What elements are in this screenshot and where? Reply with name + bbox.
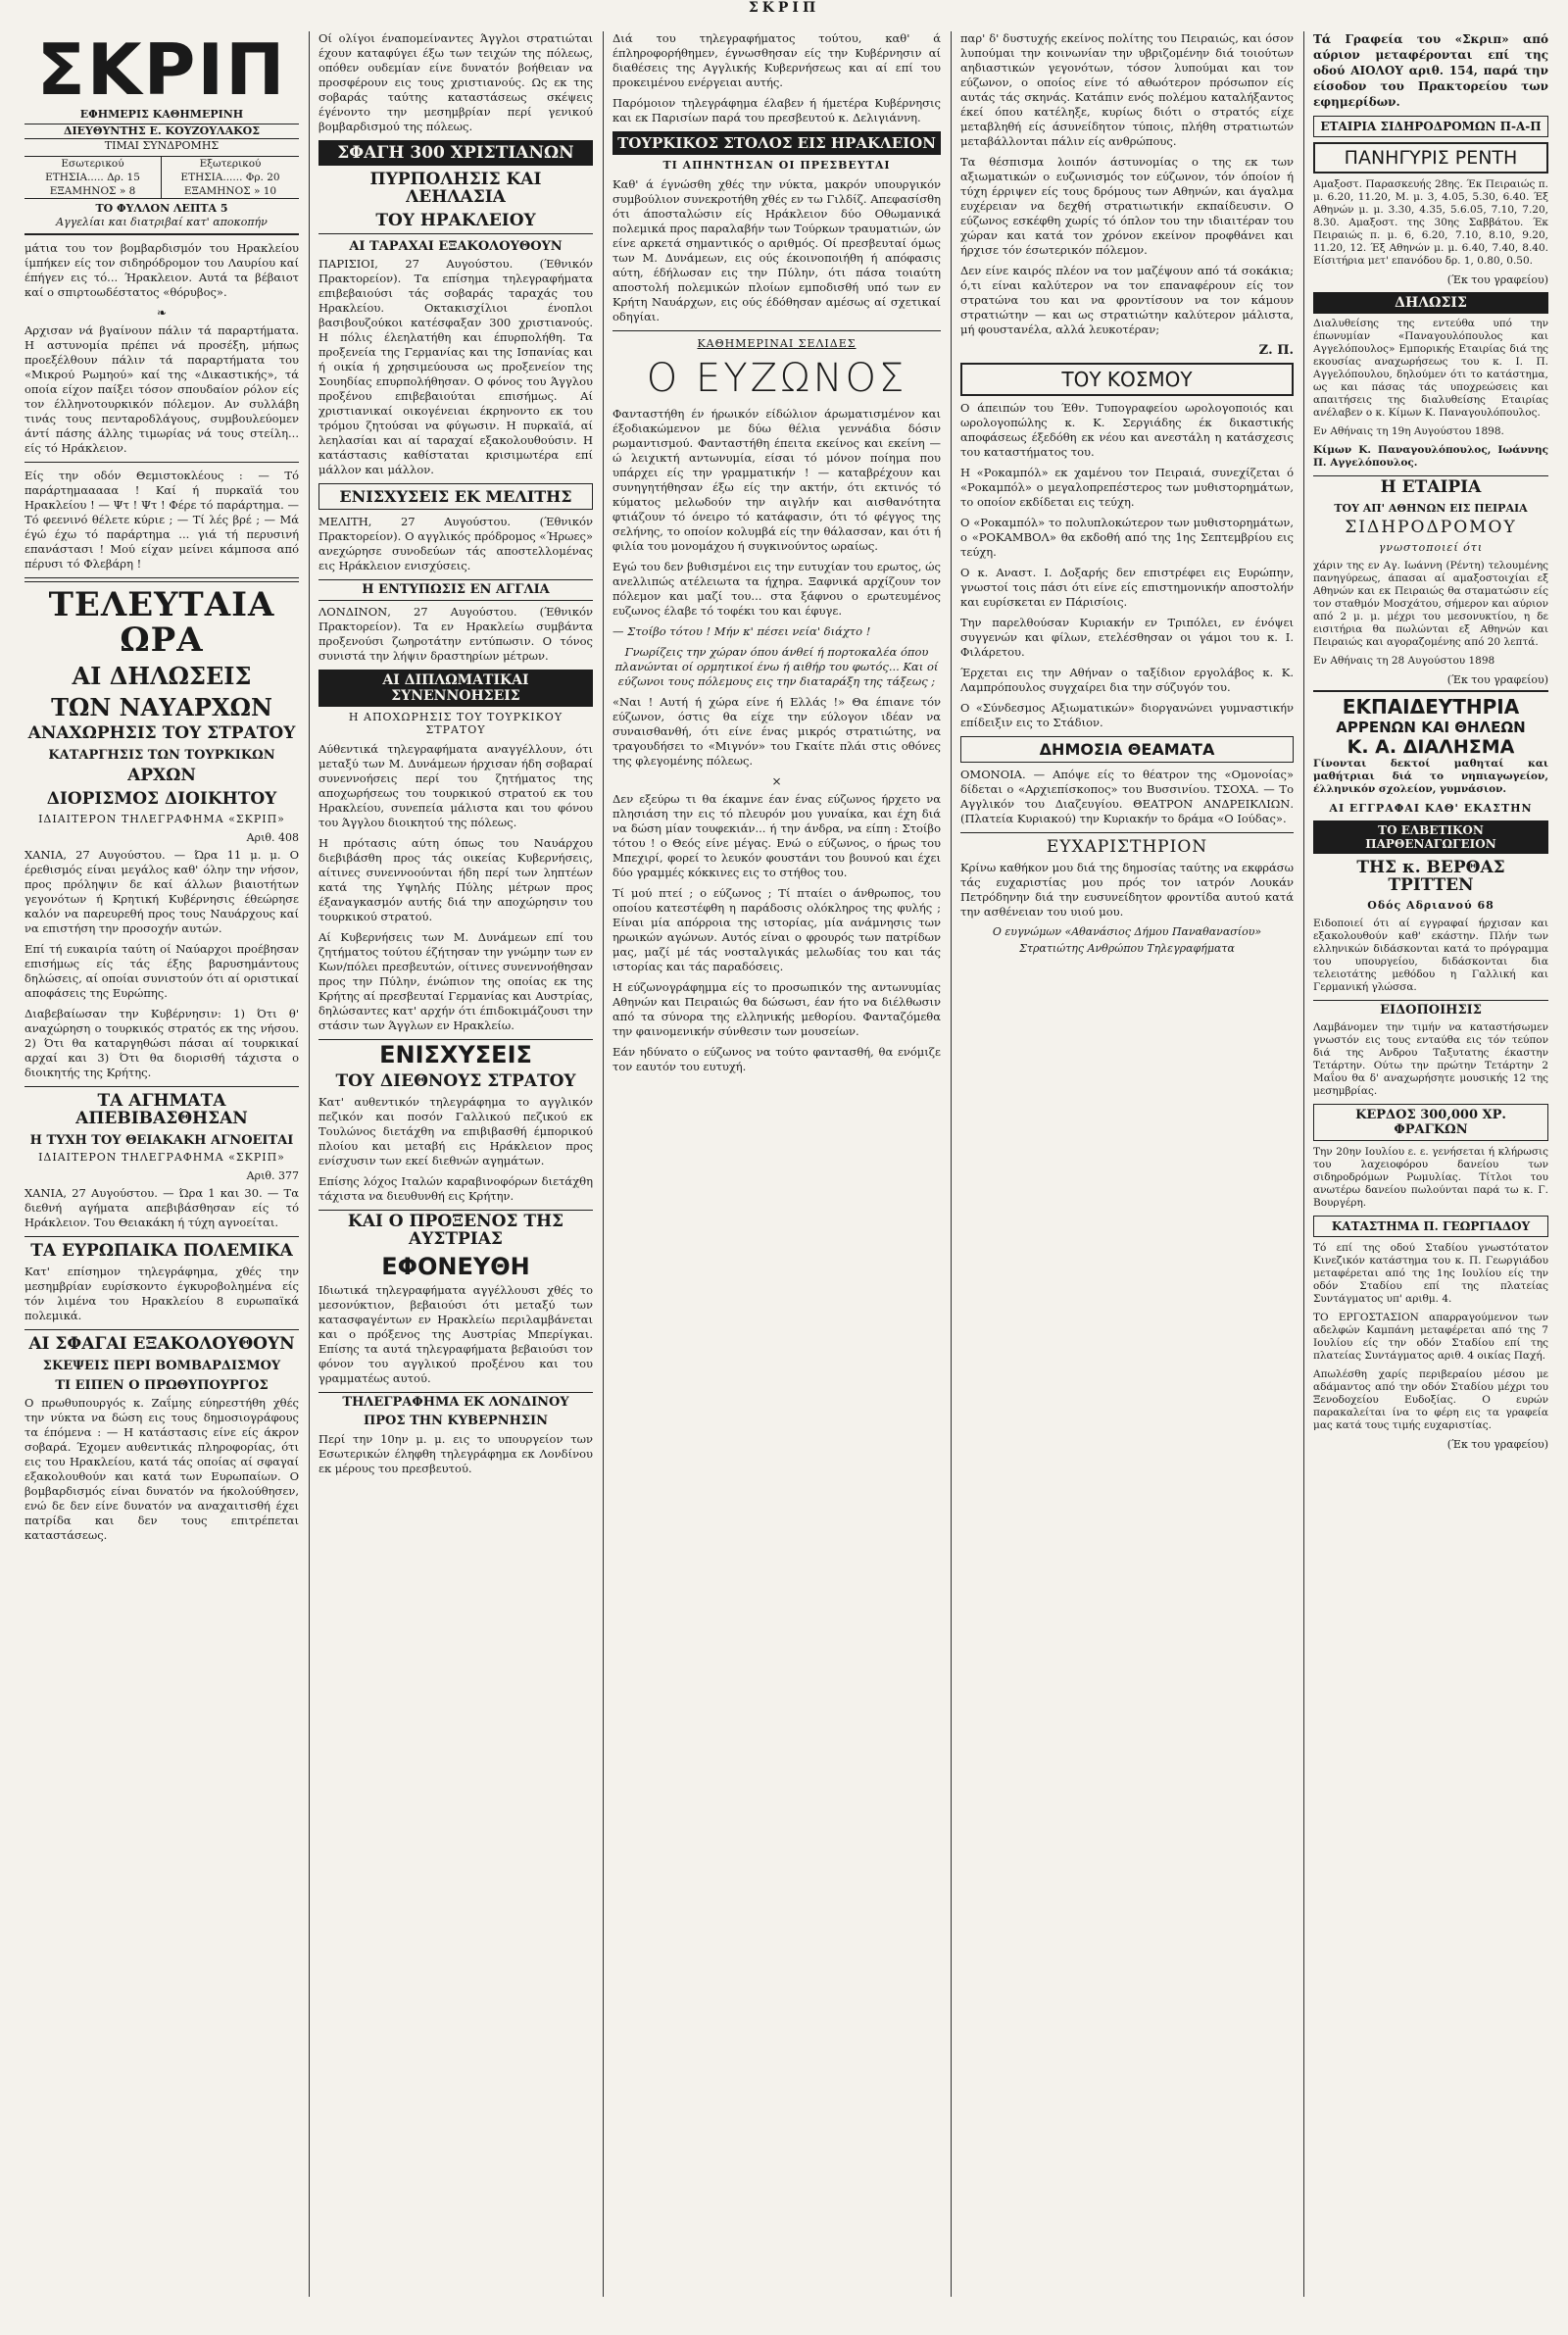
article-text: ΜΕΛΙΤΗ, 27 Αυγούστου. (Έθνικόν Πρακτορείον). Ο αγγλικός πρόδρομος «Ήρωες» ανεχώρησε συνοδεύων τάς αποστελλομένας εις Ηράκλειον ενισχύσεις. <box>318 515 593 573</box>
article-text: Δεν είνε καιρός πλέον να τον μαζέψουν από τά σοκάκια; ό,τι είναι καλύτερον να τον επαναφέρουν είς τον στρατώνα του και να φροντίσουν να τον κάμουν στρατιώτην — και ως στρατιώτην καλύτερον μάλιστα, μή φουστανέλα, αλλά λευκοτέραν; <box>960 264 1294 336</box>
headline-massacre: ΣΦΑΓΗ 300 ΧΡΙΣΤΙΑΝΩΝ <box>318 140 593 166</box>
article-text: Την παρελθούσαν Κυριακήν εν Τριπόλει, εν ένόψει συγγενών και φίλων, ετελέσθησαν οι γάμοι του κ. Ι. Φιλάρετου. <box>960 616 1294 659</box>
article-text: Ειδοποιεί ότι αί εγγραφαί ήρχισαν και εξακολουθούν καθ' εκάστην. Πλήν των ελληνικών διδάσκονται κατά το πρόγραμμα του υπουργείου, διδάσκονται δια τελειοτάτης μεθόδου η Γαλλική και Γερμανική γλώσσα. <box>1313 917 1548 993</box>
divider <box>960 832 1294 833</box>
article-text: Περί την 10ην μ. μ. εις το υπουργείον των Εσωτερικών έληφθη τηλεγράφημα εκ Λονδίνου εκ μέρους του πρεσβευτού. <box>318 1432 593 1475</box>
article-text: ΧΑΝΙΑ, 27 Αυγούστου. — Ώρα 1 και 30. — Τα διεθνή αγήματα απεβιβάσθησαν είς τό Ηράκλειον. Του Θειακάκη ή τύχη αγνοείται. <box>24 1186 299 1230</box>
office-notice: Τά Γραφεία του «Σκριπ» από αύριον μεταφέρονται επί της οδού ΑΙΟΛΟΥ αριθ. 154, παρά την είσοδον του Πρακτορείου των εφημερίδων. <box>1313 32 1548 109</box>
poem: Γνωρίζεις την χώραν όπου άνθεί ή πορτοκαλέα όπου πλανώνται οί ορμητικοί ένω ή αιθήρ του φωτός... Και οί εύζωνοι τους πόλεμους εις την διαταράξη της τάξεως ; <box>614 645 939 688</box>
article-text: Την 20ην Ιουλίου ε. ε. γενήσεται ή κλήρωσις του λαχειοφόρου δανείου των σιδηροδρόμων Ρωμυλίας. Τίτλοι του ανωτέρω δανείου πωλούνται παρά τω κ. Γ. Βουργέρη. <box>1313 1145 1548 1209</box>
column-2 <box>314 31 598 1482</box>
headline-company: Η ΕΤΑΙΡΙΑ <box>1313 475 1548 497</box>
article-text: Επίσης λόχος Ιταλών καραβινοφόρων διετάχθη τάχιστα να διευθυνθή εις Κρήτην. <box>318 1173 593 1203</box>
timetable: Αμαξοστ. Παρασκευής 28ης. Έκ Πειραιώς π. μ. 6.20, 11.20, Μ. μ. 3, 4.05, 5.30, 6.40. Έξ Αθηνών μ. μ. 3.30, 4.35, 5.6.05, 7.10, 7.20, 8.30. Αμαξοστ. της 30ης Σαββάτου. Έκ Πειραιώς π. μ. 6, 6.20, 7.10, 8.10, 9.20, 11.20, 12. Έξ Αθηνών μ. μ. 6.40, 7.40, 8.40. Είσιτήρια μετ' επανόδου δρ. 1, 0.80, 0.50. <box>1313 178 1548 267</box>
company-date: Εν Αθήναις τη 28 Αυγούστου 1898 <box>1313 655 1495 668</box>
article-text: Η εύζωνογράφημμα είς το προσωπικόν της αντωνυμίας Αθηνών και Πειραιώς θα δώσωσι, έαν ήτο να διέλθωσιν από τα σύνορα της ελληνικής μεθορίου. Φανταζόμεθα την φαινομενικήν σύνθεσιν των μουσείων. <box>612 980 941 1038</box>
domestic-label: Εσωτερικού <box>24 157 162 171</box>
headline-fair: ΠΑΝΗΓΥΡΙΣ ΡΕΝΤΗ <box>1313 142 1548 174</box>
telegram-label: ΙΔΙΑΙΤΕΡΟΝ ΤΗΛΕΓΡΑΦΗΜΑ «ΣΚΡΙΠ» <box>38 1151 285 1165</box>
headline: Κ. Α. ΔΙΑΛΗΣΜΑ <box>1347 736 1515 759</box>
article-text: Διά του τηλεγραφήματος τούτου, καθ' ά έπληροφορήθημεν, έγνωσθησαν είς την Κυβέρνησιν αί διαθέσεις της Αγγλικής Κυβερνήσεως και αί επί του προκειμένου ενέργειαι αυτής. <box>612 31 941 89</box>
headline-theatre: ΔΗΜΟΣΙΑ ΘΕΑΜΑΤΑ <box>960 736 1294 763</box>
article-text: ΠΑΡΙΣΙΟΙ, 27 Αυγούστου. (Έθνικόν Πρακτορείον). Τα επίσημα τηλεγραφήματα επιβεβαιούσι τάς σοβαράς ταραχάς του Ηρακλείου. Οκτακισχίλιοι ένοπλοι βασιβουζούκοι κατέσφαξαν 300 χριστιανούς. Η πόλις έλεηλατήθη και έπυρπολήθη. Τα προξενεία της Γερμανίας και της Ισπανίας και ή οικία ή χρησιμεύουσα ως προξενείον της Σουηδίας επυρπολήθησαν. Ο φόνος του Άγγλου προξένου επιβεβαιούται επισήμως. Αί χριστιανικαί οικογένειαι έκρηνοντο εκ του τρόμου ζητούσαι να φύγωσιν. Η πυρκαϊά, αί λεηλασίαι και αί ταραχαί εξακολουθούσιν. Η κατάστασις καθίσταται κρισιμωτέρα επί μάλλον και μάλλον. <box>318 257 593 477</box>
article-text: Διαλυθείσης της εντεύθα υπό την έπωνυμίαν «Παναγουλόπουλος και Αγγελόπουλος» Εμπορικής Εταιρίας διά της εκουσίας αναχωρήσεως του κ. Ι. Π. Αγγελόπουλου, δηλούμεν ότι το κατάστημα, ως και πάσας τάς υποχρεώσεις και απαιτήσεις της διαλυθείσης Εταιρίας ανέλαβεν ο κ. Κίμων Κ. Παναγουλόπουλος. <box>1313 318 1548 419</box>
headline-thanks: ΕΥΧΑΡΙΣΤΗΡΙΟΝ <box>1046 837 1208 857</box>
article-text: Ο άπειπών του Έθν. Τυπογραφείου ωρολογοποιός και ωρολογοπώλης κ. Κ. Σεργιάδης έκ δικαστικής αποφάσεως έξεδόθη εκ νέου και ανεστάλη η κατάσχεσις του καταστήματος του. <box>960 401 1294 459</box>
divider <box>24 1329 299 1330</box>
headline-boarding-school: ΤΟ ΕΛΒΕΤΙΚΟΝ ΠΑΡΘΕΝΑΓΩΓΕΙΟΝ <box>1313 820 1548 854</box>
article-text: χάριν της εν Αγ. Ιωάννη (Ρέντη) τελουμένης πανηγύρεως, άπασαι αί αμαξοστοιχίαι εξ Αθηνών και εκ Πειραιώς θα σταματώσιν είς τον σταθμόν Μοσχάτου, σήμερον και αύριον από 2 μ. μ. μέχρι του μεσονυκτίου, η δε εισιτήρια θα πωλώνται εξ Αθηνών και Πειραιώς και αγοραζομένης από 20 λεπτά. <box>1313 560 1548 649</box>
article-text: ΟΜΟΝΟΙΑ. — Απόψε είς το θέατρον της «Ομονοίας» δίδεται ο «Αρχιεπίσκοπος» του Βυσσινίου. ΤΣΟΧΑ. — Το Αγγλικόν του Διαζευγίου. ΘΕΑΤΡΟΝ ΑΝΔΡΕΙΚΛΙΩΝ. (Πλατεία Κυριακού) την Κυριακήν το δράμα «Ο Ιούδας». <box>960 768 1294 825</box>
article-text: Είς την οδόν Θεμιστοκλέους : — Τό παράρτημααααα ! Καί ή πυρκαϊά του Ηρακλείου ! — Ψτ ! Ψτ ! Φέρε τό παράρτημα. — Τό φεενινό θέλετε κύριε ; — Τί λές βρέ ; — Μά έγώ έχω τό παράρτημα ... γιά τή περυσινή επανάστασι ! Μού είχαν μείνει κάμποσα από πέρυσι τό Φλεβάρη ! <box>24 469 299 571</box>
divider <box>24 1086 299 1087</box>
telegram-number: Αριθ. 377 <box>246 1169 299 1183</box>
headline-profit: ΚΕΡΔΟΣ 300,000 ΧΡ. ΦΡΑΓΚΩΝ <box>1313 1104 1548 1141</box>
headline: ΣΙΔΗΡΟΔΡΟΜΟΥ <box>1345 518 1517 538</box>
headline: ΤΟΥ ΗΡΑΚΛΕΙΟΥ <box>318 213 593 234</box>
headline-shop: ΚΑΤΑΣΤΗΜΑ Π. ΓΕΩΡΓΙΑΔΟΥ <box>1313 1216 1548 1237</box>
article-text: παρ' δ' δυστυχής εκείνος πολίτης του Πειραιώς, και όσον λυπούμαι την κοινωνίαν την υβριζομένην διά τοιούτων αηδιαστικών γεγονότων, τόσον λυπούμαι και τον εύζωνον, ο οποίος είνε τό αθωότερον πρόσωπον είς αυτάς τάς σκηνάς. Κατάπιν ενός πολέμου καταλήξαντος έκεί όπου κατέληξε, κυρίως διότι ο στρατός είχε μεταβληθή είς άσυνείδητον τύποις, πλήθη στρατιωτών μεταβάλλονται πάλιν είς ανθρώπους. <box>960 31 1294 148</box>
article-text: Ιδιωτικά τηλεγραφήματα αγγέλλουσι χθές το μεσονύκτιον, βεβαιούσι ότι μεταξύ των κατασφαγέντων εν Ηρακλείω περιλαμβάνεται και ο πρόξενος της Αυστρίας Μπερίγκαι. Επίσης τα αυτά τηλεγραφήματα βεβαιούσι τον φόνον του αγγλικού προξένου και του γραμματέως αυτού. <box>318 1282 593 1385</box>
feuilleton-label: ΚΑΘΗΜΕΡΙΝΑΙ ΣΕΛΙΔΕΣ <box>697 337 857 350</box>
divider <box>612 330 941 331</box>
headline-evzone: Ο ΕΥΖΩΝΟΣ <box>646 356 907 401</box>
article-text: Αί Κυβερνήσεις των Μ. Δυνάμεων επί του ζητήματος τούτου έζήτησαν την γνώμην των εν Κων/πόλει πρεσβευτών, οίτινες συνεννοήθησαν προς την Πύλην, ένώπιον της οποίας εκ της Κρήτης αί πρεσβευταί Γερμανίας και Αυστρίας, δηλώσαντες κατ' αρχήν ότι έπιδοκιμάζουσι την στάσιν των Άγγλων εν Ηρακλείω. <box>318 929 593 1032</box>
headline: ΕΙΔΟΠΟΙΗΣΙΣ <box>1313 1000 1548 1018</box>
headline: ΤΙ ΕΙΠΕΝ Ο ΠΡΩΘΥΠΟΥΡΓΟΣ <box>55 1377 269 1393</box>
running-head: ΣΚΡΙΠ <box>748 0 820 16</box>
column-rule <box>951 31 952 2297</box>
headline: ΑΙ ΤΑΡΑΧΑΙ ΕΞΑΚΟΛΟΥΘΟΥΝ <box>349 238 563 254</box>
headline: ΚΑΤΑΡΓΗΣΙΣ ΤΩΝ ΤΟΥΡΚΙΚΩΝ <box>48 747 275 763</box>
article-text: Παρόμοιον τηλεγράφημα έλαβεν ή ήμετέρα Κυβέρνησις και εκ Παρισίων παρά του πρεσβευτού κ. Δελιγιάννη. <box>612 96 941 124</box>
column-rule <box>309 31 310 2297</box>
office-note: (Έκ του γραφείου) <box>1446 673 1548 687</box>
column-5 <box>1308 31 1553 1455</box>
headline: ΕΝΙΣΧΥΣΕΙΣ ΕΚ ΜΕΛΙΤΗΣ <box>318 483 593 510</box>
article-text: ΧΑΝΙΑ, 27 Αυγούστου. — Ώρα 11 μ. μ. Ο έρεθισμός είναι μεγάλος καθ' όλην την νήσον, προς πρόληψιν δε καί άλλων βιαιοτήτων γεγονότων ή Κρητική Κυβέρνησις έθεώρησε καλόν να παρευρεθή προς τους Ναυάρχους καί να επιστήση την προσοχήν αυτών. <box>24 847 299 935</box>
headline: ΑΙ ΣΦΑΓΑΙ ΕΞΑΚΟΛΟΥΘΟΥΝ <box>28 1334 295 1355</box>
article-text: «Ναι ! Αυτή ή χώρα είνε ή Ελλάς !» Θα έπιανε τόν εύζωνον, όστις θα είχε την εύλογον ιδέαν να συναισθανθή, ότι είνε ένας μικρός στρατιώτης, να τραγουδήσει το «Μιγνόν» του Γκαίτε πλάι στις οθόνες της φλεγομένης πόλεως. <box>612 695 941 768</box>
office-note: (Έκ του γραφείου) <box>1446 1437 1548 1451</box>
headline: ΤΑ ΕΥΡΩΠΑΙΚΑ ΠΟΛΕΜΙΚΑ <box>30 1241 293 1262</box>
headline: ΑΡΡΕΝΩΝ ΚΑΙ ΘΗΛΕΩΝ <box>1336 719 1526 737</box>
prices-heading: ΤΙΜΑΙ ΣΥΝΔΡΟΜΗΣ <box>104 139 220 152</box>
article-text: Η «Ροκαμπόλ» εκ χαμένου τον Πειραιά, συνεχίζεται ό «Ροκαμπόλ» ο μεγαλοπρεπέστερος των μυθιστορημάτων, το οποίον εκδίδεται εις τεύχη. <box>960 466 1294 509</box>
footer-note: Στρατιώτης Ανθρώπου Τηλεγραφήματα <box>1019 941 1235 955</box>
headline: ΤΑ ΑΓΗΜΑΤΑ ΑΠΕΒΙΒΑΣΘΗΣΑΝ <box>75 1090 248 1128</box>
article-text: Φανταστήθη έν ήρωικόν είδώλιον άρωματισμένον και έξοδιακώμενον με δύω θέλια γεννάδια δόσιν ρωμαντισμού. Φανταστήθη έπειτα εκείνος και εκείνη — ώ λειχικτή αντωνυμία, είσαι τό μόνον ποίημα που υπάρχει είς την γραμματικήν ! — καταβρέχουν και συνηγητήθησαν έξω είς την ακτήν, ότι εκτινός τό κύματος μελωδούν την αιγλήν και αισθανότητα φτιάζουν τό όνειρο τό κατάφασιν, ότι τό φέγγος της σελήνης, το οποίον κολυμβά είς την θάλασσαν, και ότι ή φιλία του μονομάχου ή συγκινούντος ωραίως. <box>612 407 941 553</box>
ornament-divider: ❧ <box>156 306 168 320</box>
article-text: Τί μού πτεί ; ο εύζωνος ; Τί πταίει ο άνθρωπος, του οποίου κατεστέφθη η παράδοσις ολόκληρος της φυλής ; Είναι μία απόρροια της ιστορίας, μία ανάμνησις των ηρωικών αγώνων. Αυτός είναι ο φρουρός των πατρίδων μας, μαζί μέ τάς νοσταλγικάς μελωδίας του και τάς ιστορίας και τάς παραδόσεις. <box>612 886 941 973</box>
foreign-label: Εξωτερικού <box>199 158 262 170</box>
signature: Ο ευγνώμων «Αθανάσιος Δήμου Παναθανασίου» <box>992 924 1262 938</box>
office-note: (Έκ του γραφείου) <box>1446 273 1548 286</box>
subscription-prices <box>24 156 299 199</box>
address: Οδός Αδριανού 68 <box>1367 898 1494 912</box>
article-text: Η πρότασις αύτη όπως του Ναυάρχου διεβιβάσθη προς τάς οικείας Κυβερνήσεις, αίτινες συνεννοούνται ήδη περί των ληπτέων κατά της Υψηλής Πύλης μέτρων προς έξαναγκασμόν αυτής διά την αποχώρησιν του τουρκικού στρατού. <box>318 835 593 923</box>
issue-price: ΤΟ ΦΥΛΛΟΝ ΛΕΠΤΑ 5 <box>95 202 228 215</box>
article-text: Τό επί της οδού Σταδίου γνωστότατον Κινεζικόν κατάστημα του κ. Π. Γεωργιάδου μεταφέρεται από της 1ης Ιουλίου είς την οδόν Σταδίου επί της πλατείας Συντάγματος υπ' αριθμ. 4. <box>1313 1241 1548 1305</box>
column-1 <box>20 31 304 1549</box>
masthead <box>24 31 299 235</box>
article-text: Κρίνω καθήκον μου διά της δημοσίας ταύτης να εκφράσω τάς ευχαριστίας μου πρός τον ιατρόν Λουκάν Πετρόδηνην διά την ευσυνείδητον φροντίδα αυτού κατά την ασθένειαν του υιού μου. <box>960 860 1294 919</box>
column-rule <box>1303 31 1304 2297</box>
headline: Η ΤΥΧΗ ΤΟΥ ΘΕΙΑΚΑΚΗ ΑΓΝΟΕΙΤΑΙ <box>29 1132 294 1148</box>
divider <box>24 577 299 582</box>
headline: ΤΟΥ ΔΙΕΘΝΟΥΣ ΣΤΡΑΤΟΥ <box>335 1071 576 1091</box>
article-text: Ο κ. Αναστ. Ι. Δοξαρής δεν επιστρέφει εις Ευρώπην, γνωστοί τοις πάσι ότι είνε είς επιστημονικήν αποστολήν και ευρίσκεται εν Πάρισίοις. <box>960 566 1294 609</box>
article-text: Ο «Ροκαμπόλ» το πολυπλοκώτερον των μυθιστορημάτων, ο «ΡΟΚΑΜΒΟΛ» θα εκδοθή από της 1ης Σεπτεμβρίου εις τεύχη. <box>960 516 1294 559</box>
article-text: Λαμβάνομεν την τιμήν να καταστήσωμεν γνωστόν εις τους ενταύθα εις τόν τεύπον διά της Ανδρου Ταξυτατης έκαστην Τετάρτην. Ούτω την πρώτην Τετάρτην 2 Μαΐου θα δ' αναχωρήσητε μουσικής 12 της μεσημβρίας. <box>1313 1020 1548 1097</box>
column-rule <box>603 31 604 2297</box>
masthead-subtitle: ΕΦΗΜΕΡΙΣ ΚΑΘΗΜΕΡΙΝΗ <box>79 108 244 121</box>
article-text: Εγώ του δεν βυθισμένοι εις την ευτυχίαν του ερωτος, ώς ανελλιπώς ατέλειωτα τα ήχηρα. Ξαφνικά αρχίζουν τον πόλεμον και μαζί του... στα ξάφνου ο ερωτευμένος ευζωνος έλαβε τό τοφέκι του και έφυγε. <box>612 560 941 618</box>
article-text: Επί τή ευκαιρία ταύτη οί Ναύαρχοι προέβησαν επισήμως είς τάς έξης βαρυσημάντους δηλώσεις, αί οποίαι συνιστούν ότι αί οριστικαί αποφάσεις της Ευρώπης. <box>24 941 299 1000</box>
headline-sub: ΑΙ ΕΓΓΡΑΦΑΙ ΚΑΘ' ΕΚΑΣΤΗΝ <box>1329 802 1533 816</box>
article-text: μάτια του τον βομβαρδισμόν του Ηρακλείου ίμπήκεν είς τον σιδηρόδρομον του Λαυρίου καί έπήγεν εις τό... Ήρακλειον. Αυτά τα βέβαιοτ καί ο σπιρτοωδέστατος «θόρυβος». <box>24 241 299 299</box>
headline: ΑΝΑΧΩΡΗΣΙΣ ΤΟΥ ΣΤΡΑΤΟΥ <box>27 722 296 743</box>
article-text: Δεν εξεύρω τι θα έκαμνε έαν ένας εύζωνος ήρχετο να πλησιάση την εις τό πλευρόν μου γυναίκα, και έχη διά να δώση μίαν τουφεκιάν... ή την άνδρα, να είπη : Στοίβο τότου ! ο Θεός είνε μέγας. Ενώ ο εύζωνος, ο ήρως του Μπεχιρί, φορεί το λευκόν φουστάνι του βουνού και έχει δύο γραμμές κόκκινες εις το στήθος του. <box>612 792 941 879</box>
article-quote: — Στοίβο τότου ! Μήν κ' πέσει νεία' διάχτο ! <box>612 624 871 638</box>
headline: ΠΡΟΣ ΤΗΝ ΚΥΒΕΡΝΗΣΙΝ <box>363 1414 549 1429</box>
headline: ΤΗΣ κ. ΒΕΡΘΑΣ ΤΡΙΤΤΕΝ <box>1356 858 1505 896</box>
telegram-label: ΙΔΙΑΙΤΕΡΟΝ ΤΗΛΕΓΡΑΦΗΜΑ «ΣΚΡΙΠ» <box>38 812 285 825</box>
headline-last-hour: ΤΕΛΕΥΤΑΙΑ ΩΡΑ <box>48 585 275 660</box>
headline: ΑΡΧΩΝ <box>127 766 196 786</box>
headline-notice: ΔΗΛΩΣΙΣ <box>1313 292 1548 314</box>
headline: ΔΙΟΡΙΣΜΟΣ ΔΙΟΙΚΗΤΟΥ <box>46 789 277 810</box>
headline: Η ΕΝΤΥΠΩΣΙΣ ΕΝ ΑΓΓΛΙΑ <box>318 579 593 601</box>
headline: ΑΙ ΔΗΛΩΣΕΙΣ <box>72 662 252 691</box>
article-text: Κατ' αυθεντικόν τηλεγράφημα το αγγλικόν πεζικόν και ποσόν Γαλλικού πεζικού εκ Τουλώνος διετάχθη να επιβιβασθή έμπορικού πλοίου και μεταβή εις Ηράκλειον προς ενίσχυσιν των εκεί διεθνών αγημάτων. <box>318 1094 593 1168</box>
article-text: Ο «Σύνδεσμος Αξιωματικών» διοργανώνει γυμναστικήν επίδειξιν εις το Στάδιον. <box>960 701 1294 729</box>
headline: ΕΝΙΣΧΥΣΕΙΣ <box>318 1039 593 1068</box>
headline: ΚΑΙ Ο ΠΡΟΞΕΝΟΣ ΤΗΣ ΑΥΣΤΡΙΑΣ <box>318 1210 593 1249</box>
headline-turkish-fleet: ΤΟΥΡΚΙΚΟΣ ΣΤΟΛΟΣ ΕΙΣ ΗΡΑΚΛΕΙΟΝ <box>612 131 941 155</box>
article-text: ΛΟΝΔΙΝΟΝ, 27 Αυγούστου. (Έθνικόν Πρακτορείον). Τα εν Ηρακλείω συμβάντα προξενούσι ζωηροτάτην εντύπωσιν. Ο τόνος συνιστά την λήψιν δραστηρίων μέτρων. <box>318 604 593 663</box>
headline: ΠΥΡΠΟΛΗΣΙΣ ΚΑΙ ΛΕΗΛΑΣΙΑ <box>369 170 542 207</box>
article-text: Έρχεται εις την Αθήναν ο ταξίδιον εργολάβος κ. Κ. Λαμπρόπουλος συγχαίρει δια την σύζυγόν του. <box>960 666 1294 694</box>
headline: ΤΩΝ ΝΑΥΑΡΧΩΝ <box>51 692 272 721</box>
foreign-row: ΕΤΗΣΙΑ...... Φρ. 20 <box>180 172 280 183</box>
headline-railway: ΕΤΑΙΡΙΑ ΣΙΔΗΡΟΔΡΟΜΩΝ Π-Α-Π <box>1313 116 1548 137</box>
article-text: Καθ' ά έγνώσθη χθές την νύκτα, μακρόν υπουργικόν συμβούλιον συνεκροτήθη χθές εν τω Γιλδίζ. Απεφασίσθη ότι άποσταλώσιν είς Ηράκλειον δύο Οθωμανικά πολεμικά προς παραλαβήν των Τούρκων τραυματιών, ών είνε αρκετά σημαντικός ο αριθμός. Οί πρεσβευταί όμως των Μ. Δυνάμεων, εις ούς έκοινοποιήθη ή απόφασις αύτη, έδήλωσαν εις την Πύλην, ότι πάσα τοιαύτη αποστολή πολεμικών πλοίων εμποδισθή υπό των εν Κρήτη Ναυάρχων, εις ούς έδόθησαν αμέσως αί σχετικαί οδηγίαι. <box>612 177 941 323</box>
divider <box>24 462 299 463</box>
domestic-row: ΕΞΑΜΗΝΟΣ » 8 <box>24 184 162 198</box>
section-separator: × <box>771 774 782 788</box>
headline: ΣΚΕΨΕΙΣ ΠΕΡΙ ΒΟΜΒΑΡΔΙΣΜΟΥ <box>42 1358 281 1373</box>
article-text: Απωλέσθη χαρίς περιβεραίου μέσου με αδάμαντος από την οδόν Σταδίου μέχρι του Ξενοδοχείου Ευδοξίας. Ο ευρών παρακαλείται ίνα το φέρη εις τα γραφεία μας κατά τους τιμής ευχαριστίας. <box>1313 1367 1548 1431</box>
article-text: Κατ' επίσημον τηλεγράφημα, χθές την μεσημβρίαν ευρίσκοντο έγκυροβολημένα είς τόν λιμένα του Ηρακλείου 8 ευρωπαϊκά πολεμικά. <box>24 1265 299 1323</box>
notice-signature: Κίμων Κ. Παναγουλόπουλος, Ιωάννης Π. Αγγελόπουλος. <box>1313 444 1548 469</box>
article-text: ΤΟ ΕΡΓΟΣΤΑΣΙΟΝ απαρραγούμενον των αδελφών Καμπάνη μεταφέρεται από της 7 Ιουλίου είς την οδόν Σταδίου επί της πλατείας Συντάγματος αριθ. 4 οικίας Παχή. <box>1313 1311 1548 1362</box>
headline-sub: ΤΙ ΑΠΗΝΤΗΣΑΝ ΟΙ ΠΡΕΣΒΕΥΤΑΙ <box>662 159 891 172</box>
foreign-row: ΕΞΑΜΗΝΟΣ » 10 <box>183 185 277 197</box>
divider <box>24 1236 299 1237</box>
masthead-title: ΣΚΡΙΠ <box>36 31 287 111</box>
headline: ΑΙ ΔΙΠΛΩΜΑΤΙΚΑΙ ΣΥΝΕΝΝΟΗΣΕΙΣ <box>318 670 593 707</box>
headline: ΤΗΛΕΓΡΑΦΗΜΑ ΕΚ ΛΟΝΔΙΝΟΥ <box>318 1392 593 1410</box>
article-text: Γίνονται δεκτοί μαθηταί και μαθήτριαι διά το νηπιαγωγείον, έλληνικόν σχολείον, γυμνάσιον. <box>1313 758 1548 796</box>
article-text: Οί ολίγοι έναπομείναντες Άγγλοι στρατιώται έχουν καταφύγει έξω των τειχών της πόλεως, οπόθεν ουδεμίαν είνε δυνατόν βοήθειαν να προσφέρουν εις τους χριστιανούς. Ως εκ της σοβαράς ταύτης καταστάσεως σκέψεις έγένοντο την μεσημβρίαν περί γενικού βομβαρδισμού της πόλεως. <box>318 31 593 133</box>
masthead-director: ΔΙΕΥΘΥΝΤΗΣ Ε. ΚΟΥΖΟΥΛΑΚΟΣ <box>24 124 299 139</box>
article-text: Αύθεντικά τηλεγραφήματα αναγγέλλουν, ότι μεταξύ των Μ. Δυνάμεων ήρχισαν ήδη σοβαραί συνεννοήσεις περί του ζητήματος της αποχωρήσεως του τουρκικού στρατού εκ του Ηρακλείου, συνεπεία μάλιστα και του φόνου του Άγγλου διοικητού της πόλεως. <box>318 741 593 829</box>
notice-date: Εν Αθήναις τη 19η Αυγούστου 1898. <box>1313 425 1504 437</box>
telegram-number: Αριθ. 408 <box>246 830 299 844</box>
issue-note: Αγγελίαι και διατριβαί κατ' αποκοπήν <box>56 216 268 228</box>
headline-sub: γνωστοποιεί ότι <box>1378 541 1484 555</box>
article-text: Αρχισαν νά βγαίνουν πάλιν τά παραρτήματα. Η αστυνομία πρέπει νά προσέξη, μήπως προεξέλθουν πάλιν τά παραρτήματα του «Μικρού Ρωμηού» καί της «Δικαστικής», τά οποία είχον παίξει τόσον σπουδαίον ρόλον είς τον έλληνοτουρκικόν πόλεμον. Αν συλλάβη τινάς τους πενταροδλάγους, συμβουλεύομεν άντί πάσης άλλης τιμωρίας νά τους στείλη... είς τό Ηράκλειον. <box>24 323 299 455</box>
headline: ΕΦΟΝΕΥΘΗ <box>381 1252 530 1280</box>
article-text: Ο πρωθυπουργός κ. Ζαΐμης εύηρεστήθη χθές την νύκτα να δώση εις τους δημοσιογράφους τα έπόμενα : — Η κατάστασις είνε είς άκρον σοβαρά. Έχομεν αυθεντικάς πληροφορίας, ότι εις του Ηρακλείου, κατά τάς οποίας αί σφαγαί εξακολουθούν και κατά των Ευρωπαίων. Ο βομβαρδισμός είναι δυνατόν να ήκολούθησεν, ενώ δε δεν είνε δυνατόν να αναχαιτισθή έχει πατρίδα και δεν τους επιτρέπεται καταστάσεως. <box>24 1396 299 1543</box>
domestic-row: ΕΤΗΣΙΑ..... Δρ. 15 <box>24 171 162 184</box>
headline-sub: Η ΑΠΟΧΩΡΗΣΙΣ ΤΟΥ ΤΟΥΡΚΙΚΟΥ ΣΤΡΑΤΟΥ <box>348 710 564 736</box>
article-text: Διαβεβαίωσαν την Κυβέρνησιν: 1) Ότι θ' αναχώρηση ο τουρκικός στρατός εκ της νήσου. 2) Ότι θα καταργηθώσι πάσαι αί τουρκικαί αρχαί και 3) Ότι θα διορισθή τάχιστα ο διοικητής της Κρήτης. <box>24 1006 299 1079</box>
article-text: Τα θέσπισμα λοιπόν άστυνομίας ο της εκ των αξιωματικών ο ευζωνισμός τον εύζωνον, τόν όποίον ή τύχη έρριψεν είς τους δρόμους των Αθηνών, και άγαλμα ευχέρειαν να δεχθή στρατιωτικήν εκπαίδευσιν. Ο εύζωνος εσκέφθη χωρίς τό όπλον του την ιδιαιτέραν του χώραν και κατά τον χρόνον εκείνον προφθάνει και ήρχισε τόν έσωτερικόν πόλεμον. <box>960 155 1294 257</box>
headline-schools: ΕΚΠΑΙΔΕΥΤΗΡΙΑ <box>1313 690 1548 719</box>
article-text: Εάν ηδύνατο ο εύζωνος να τούτο φαντασθή, θα ενόμιζε τον εαυτόν του ευτυχή. <box>612 1045 941 1073</box>
signature: Ζ. Π. <box>1258 343 1294 358</box>
column-4 <box>956 31 1298 955</box>
headline: ΤΟΥ ΑΠ' ΑΘΗΝΩΝ ΕΙΣ ΠΕΙΡΑΙΑ <box>1334 501 1528 515</box>
column-3 <box>608 31 946 1080</box>
headline-world: ΤΟΥ ΚΟΣΜΟΥ <box>960 363 1294 396</box>
